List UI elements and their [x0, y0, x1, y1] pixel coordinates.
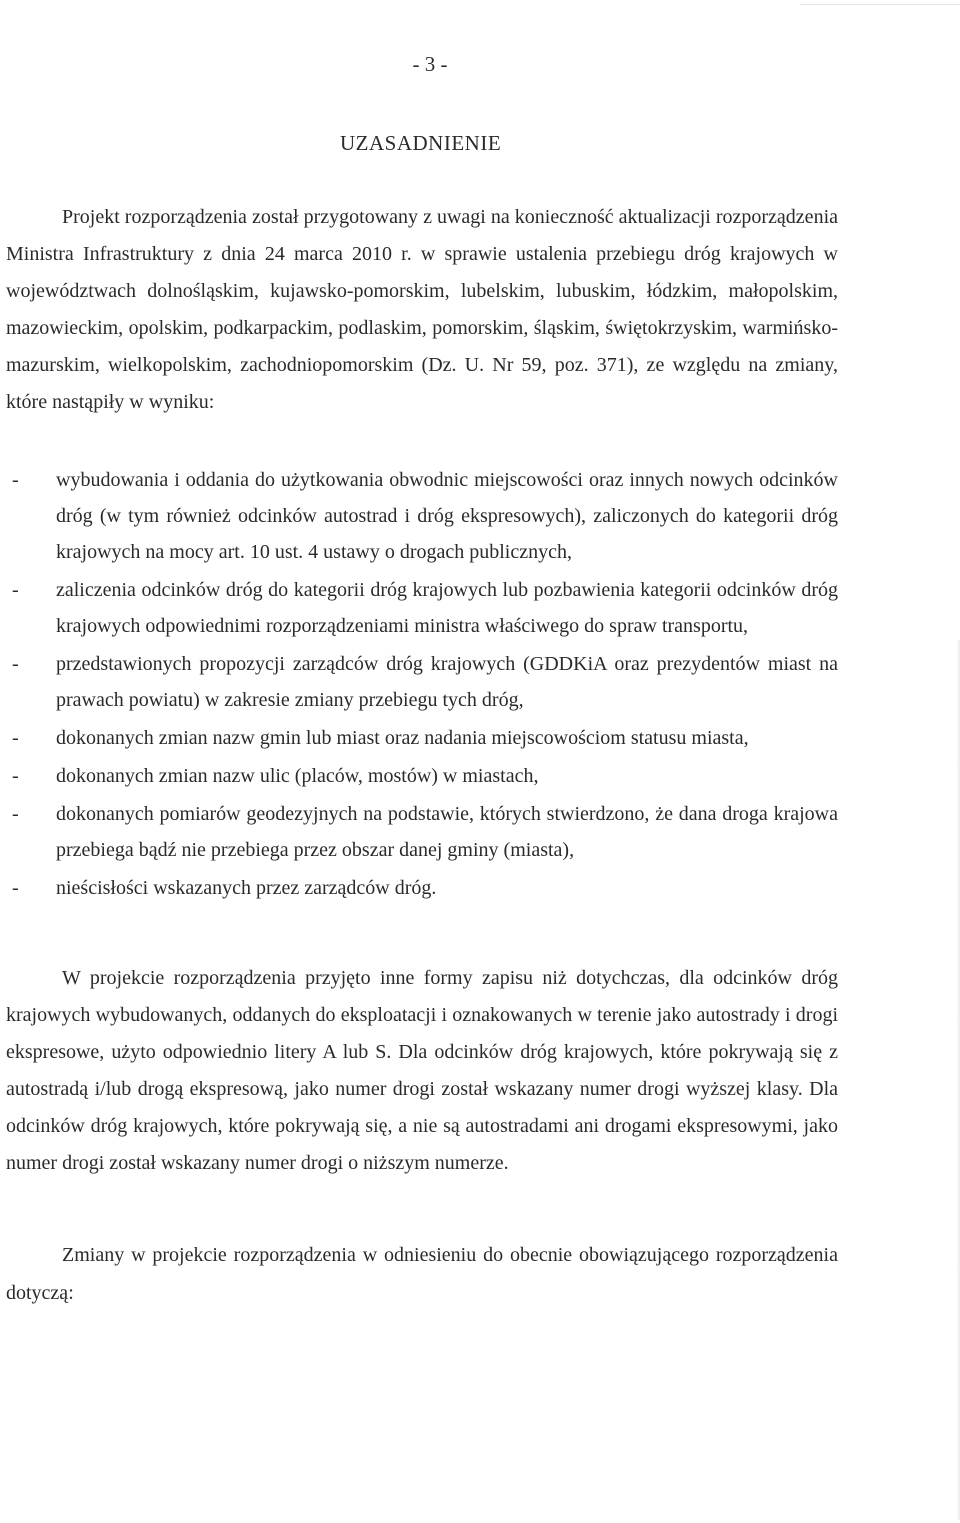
paragraph-record-format-text: W projekcie rozporządzenia przyjęto inne formy zapisu niż dotychczas, dla odcinków dróg krajowych wybudowanych, oddanych do eksploatacji i oznakowanych w terenie jako autostrady i drogi ekspresowe, użyto odpowiednio litery A lub S. Dla odcinków dróg krajowych, które pokrywają się z autostradą i/lub drogą ekspresową, jako numer drogi został wskazany numer drogi wyższej klasy. Dla odcinków dróg krajowych, które pokrywają się, a nie są autostradami ani drogami ekspresowymi, jako numer drogi został wskazany numer drogi o niższym numerze. [6, 967, 838, 1174]
paragraph-changes-intro-text: Zmiany w projekcie rozporządzenia w odniesieniu do obecnie obowiązującego rozporządzenia dotyczą: [6, 1244, 838, 1304]
list-item-text: dokonanych pomiarów geodezyjnych na podstawie, których stwierdzono, że dana droga krajowa przebiega bądź nie przebiega przez obszar danej gminy (miasta), [56, 803, 838, 861]
list-dash: - [12, 469, 19, 491]
list-item [6, 720, 838, 756]
list-item-text: wybudowania i oddania do użytkowania obwodnic miejscowości oraz innych nowych odcinków dróg (w tym również odcinków autostrad i dróg ekspresowych), zaliczonych do kategorii dróg krajowych na mocy art. 10 ust. 4 ustawy o drogach publicznych, [56, 469, 838, 563]
list-item [6, 758, 838, 794]
list-item-text: nieścisłości wskazanych przez zarządców dróg. [56, 877, 437, 899]
list-item [6, 870, 838, 906]
page-title: UZASADNIENIE [340, 131, 502, 155]
list-dash: - [12, 765, 19, 787]
list-item-text: przedstawionych propozycji zarządców dróg krajowych (GDDKiA oraz prezydentów miast na prawach powiatu) w zakresie zmiany przebiegu tych dróg, [56, 653, 838, 711]
list-item [6, 796, 838, 868]
list-dash: - [12, 877, 19, 899]
scan-edge-shadow [956, 640, 960, 1520]
list-dash: - [12, 579, 19, 601]
paragraph-changes-intro [6, 1236, 838, 1312]
list-item [6, 462, 838, 570]
page-number: - 3 - [412, 52, 448, 76]
list-item-text: dokonanych zmian nazw gmin lub miast oraz nadania miejscowościom statusu miasta, [56, 727, 749, 749]
list-item [6, 572, 838, 644]
intro-paragraph-text: Projekt rozporządzenia został przygotowany z uwagi na konieczność aktualizacji rozporządzenia Ministra Infrastruktury z dnia 24 marca 2010 r. w sprawie ustalenia przebiegu dróg krajowych w województwach dolnośląskim, kujawsko-pomorskim, lubelskim, lubuskim, łódzkim, małopolskim, mazowieckim, opolskim, podkarpackim, podlaskim, pomorskim, śląskim, świętokrzyskim, warmińsko-mazurskim, wielkopolskim, zachodniopomorskim (Dz. U. Nr 59, poz. 371), ze względu na zmiany, które nastąpiły w wyniku: [6, 206, 838, 413]
intro-paragraph [6, 199, 838, 421]
list-item-text: zaliczenia odcinków dróg do kategorii dróg krajowych lub pozbawienia kategorii odcinków dróg krajowych odpowiednimi rozporządzeniami ministra właściwego do spraw transportu, [56, 579, 838, 637]
scan-edge-line [800, 4, 960, 5]
list-item [6, 646, 838, 718]
list-item-text: dokonanych zmian nazw ulic (placów, mostów) w miastach, [56, 765, 539, 787]
reasons-list [6, 462, 838, 908]
paragraph-record-format [6, 960, 838, 1182]
list-dash: - [12, 803, 19, 825]
list-dash: - [12, 653, 19, 675]
list-dash: - [12, 727, 19, 749]
